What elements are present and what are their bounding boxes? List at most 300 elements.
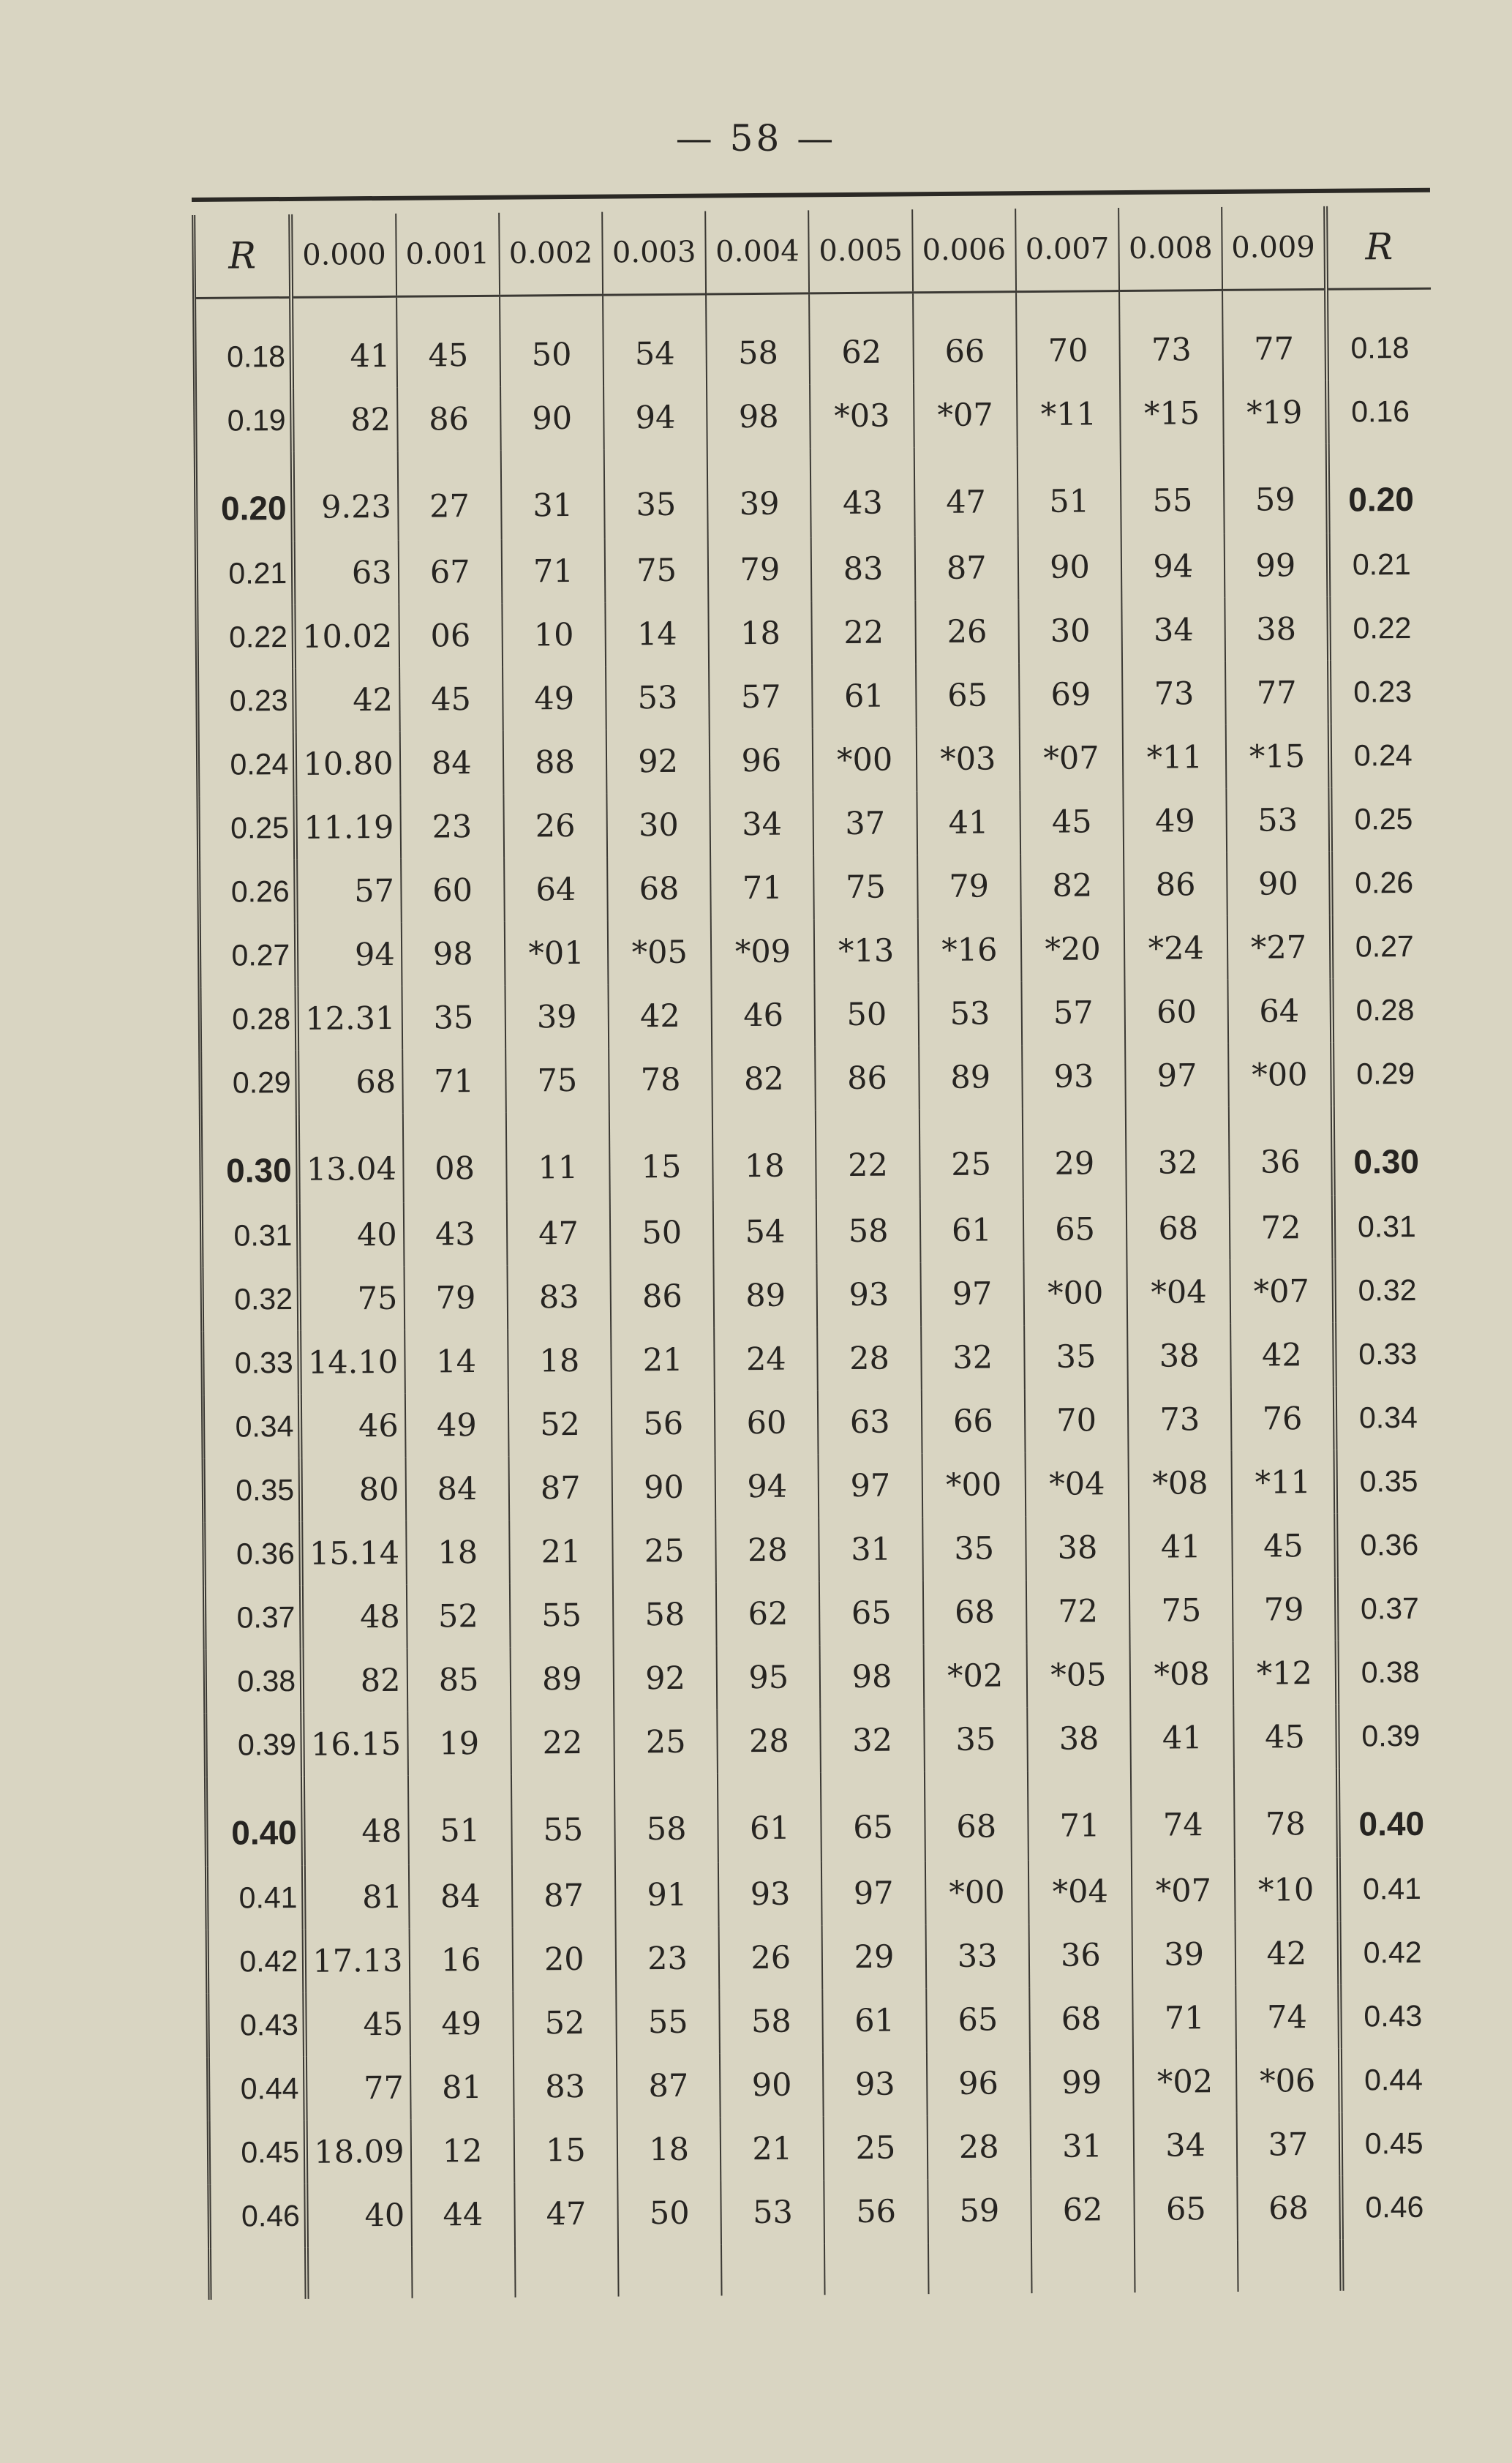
table-cell: 28 bbox=[927, 2115, 1031, 2179]
row-label-right: 0.27 bbox=[1331, 915, 1436, 979]
table-row bbox=[205, 1641, 1442, 1714]
table-cell: 43 bbox=[403, 1202, 507, 1267]
table-cell: *27 bbox=[1227, 915, 1331, 980]
row-label-right: 0.20 bbox=[1327, 443, 1432, 533]
header-column-0.007: 0.007 bbox=[1015, 208, 1119, 292]
table-cell: *04 bbox=[1028, 1859, 1132, 1924]
row-label-right: 0.34 bbox=[1334, 1386, 1440, 1450]
row-label-right: 0.37 bbox=[1336, 1577, 1441, 1641]
table-row bbox=[206, 1768, 1443, 1867]
table-cell: *00 bbox=[1023, 1261, 1127, 1325]
table-cell: *05 bbox=[608, 920, 712, 984]
table-cell: 83 bbox=[811, 536, 915, 601]
table-cell: 11.19 bbox=[296, 795, 401, 860]
table-cell: 50 bbox=[500, 295, 603, 387]
table-cell: *16 bbox=[917, 918, 1021, 982]
table-row bbox=[204, 1513, 1441, 1586]
table-row bbox=[208, 2112, 1445, 2185]
table-cell: *02 bbox=[923, 1643, 1027, 1708]
table-cell: *24 bbox=[1124, 916, 1228, 981]
row-label-right: 0.21 bbox=[1328, 533, 1433, 597]
table-cell: 58 bbox=[706, 293, 810, 386]
table-cell: 41 bbox=[917, 790, 1020, 855]
numeric-table bbox=[192, 206, 1446, 2300]
table-cell: 47 bbox=[914, 446, 1018, 536]
table-cell: 15 bbox=[514, 2118, 617, 2183]
table-cell: 41 bbox=[291, 296, 396, 389]
row-label-left: 0.39 bbox=[206, 1713, 303, 1777]
table-cell: 32 bbox=[1126, 1107, 1230, 1197]
table-cell: 55 bbox=[616, 1990, 720, 2054]
table-cell: 82 bbox=[292, 388, 397, 452]
table-cell: 90 bbox=[612, 1455, 716, 1519]
table-cell: 54 bbox=[603, 294, 707, 386]
row-label-right: 0.42 bbox=[1339, 1921, 1444, 1985]
row-label-right: 0.22 bbox=[1328, 596, 1434, 661]
table-cell: 45 bbox=[399, 667, 503, 732]
header-column-0.004: 0.004 bbox=[705, 210, 809, 294]
table-cell: 46 bbox=[712, 983, 816, 1047]
table-row bbox=[198, 787, 1435, 861]
row-label-left: 0.24 bbox=[198, 732, 295, 797]
row-label-left: 0.28 bbox=[200, 987, 297, 1051]
table-cell: 25 bbox=[612, 1518, 716, 1583]
table-cell: 31 bbox=[501, 450, 605, 540]
table-cell: 62 bbox=[716, 1581, 820, 1646]
row-label-left: 0.34 bbox=[203, 1395, 300, 1459]
empty-cell bbox=[1238, 2240, 1342, 2292]
table-cell: 35 bbox=[922, 1516, 1026, 1581]
table-cell: 16 bbox=[409, 1928, 513, 1992]
empty-cell bbox=[210, 2248, 307, 2300]
table-cell: 23 bbox=[616, 1926, 720, 1990]
table-cell: 26 bbox=[503, 794, 607, 858]
table-cell: 76 bbox=[1231, 1387, 1335, 1451]
table-cell: 63 bbox=[818, 1390, 922, 1454]
header-column-0.006: 0.006 bbox=[912, 209, 1016, 293]
table-row bbox=[195, 380, 1432, 453]
table-cell: 25 bbox=[919, 1109, 1023, 1199]
table-cell: 57 bbox=[709, 664, 813, 729]
table-cell: 22 bbox=[511, 1711, 614, 1775]
table-cell: 93 bbox=[718, 1862, 822, 1926]
table-row bbox=[209, 2175, 1446, 2249]
table-cell: 41 bbox=[1130, 1706, 1234, 1770]
table-row bbox=[203, 1386, 1440, 1459]
table-cell: 39 bbox=[707, 448, 811, 538]
table-cell: 86 bbox=[610, 1264, 714, 1328]
table-cell: *20 bbox=[1021, 917, 1125, 981]
table-cell: 65 bbox=[819, 1581, 923, 1645]
table-cell: 45 bbox=[1020, 790, 1124, 854]
table-cell: 50 bbox=[815, 982, 919, 1046]
table-cell: 21 bbox=[611, 1327, 715, 1392]
table-cell: 47 bbox=[507, 1201, 611, 1266]
table-cell: 62 bbox=[809, 293, 913, 385]
table-cell: 15.14 bbox=[301, 1521, 406, 1586]
table-cell: 42 bbox=[294, 668, 399, 732]
table-cell: 66 bbox=[921, 1389, 1025, 1453]
table-cell: 45 bbox=[396, 296, 500, 388]
row-label-right: 0.33 bbox=[1334, 1322, 1440, 1387]
table-cell: 71 bbox=[1132, 1986, 1236, 2050]
row-label-right: 0.16 bbox=[1327, 380, 1432, 444]
table-cell: 68 bbox=[297, 1050, 402, 1114]
table-cell: 28 bbox=[717, 1709, 821, 1773]
table-cell: 57 bbox=[296, 859, 401, 923]
header-column-0.001: 0.001 bbox=[396, 213, 500, 297]
table-cell: 56 bbox=[824, 2179, 928, 2243]
table-cell: 68 bbox=[923, 1580, 1027, 1644]
table-cell: 79 bbox=[404, 1266, 508, 1330]
table-cell: 34 bbox=[710, 792, 814, 856]
table-cell: 17.13 bbox=[304, 1929, 410, 1993]
table-cell: 53 bbox=[1227, 788, 1331, 852]
table-cell: 97 bbox=[819, 1453, 922, 1518]
table-cell: 88 bbox=[503, 730, 607, 795]
header-column-0.005: 0.005 bbox=[809, 209, 913, 293]
table-cell: 55 bbox=[1121, 445, 1225, 535]
table-cell: 29 bbox=[1023, 1108, 1127, 1198]
table-cell: *00 bbox=[925, 1860, 1029, 1924]
table-cell: 71 bbox=[710, 855, 814, 920]
table-cell: 65 bbox=[916, 663, 1020, 727]
table-cell: 28 bbox=[818, 1326, 922, 1390]
empty-cell bbox=[1031, 2241, 1135, 2293]
table-cell: 18 bbox=[406, 1521, 510, 1585]
table-cell: 86 bbox=[1124, 852, 1227, 917]
row-label-left: 0.23 bbox=[198, 669, 295, 733]
row-label-left: 0.37 bbox=[204, 1586, 301, 1650]
table-cell: 12.31 bbox=[297, 986, 402, 1051]
table-row bbox=[208, 2048, 1445, 2121]
row-label-right: 0.28 bbox=[1331, 978, 1437, 1043]
table-cell: 59 bbox=[1224, 444, 1328, 534]
table-cell: 77 bbox=[1225, 661, 1329, 725]
table-row bbox=[197, 596, 1434, 670]
table-cell: 67 bbox=[398, 540, 502, 604]
table-frame bbox=[192, 188, 1447, 2300]
row-label-right: 0.40 bbox=[1337, 1768, 1443, 1858]
table-row bbox=[208, 1984, 1445, 2058]
table-cell: *11 bbox=[1123, 725, 1227, 790]
row-label-left: 0.19 bbox=[195, 389, 293, 453]
table-cell: 95 bbox=[717, 1645, 821, 1709]
table-cell: 50 bbox=[610, 1200, 714, 1264]
table-cell: 91 bbox=[615, 1862, 719, 1927]
table-cell: *05 bbox=[1026, 1643, 1130, 1707]
table-cell: 08 bbox=[402, 1113, 506, 1203]
table-cell: *07 bbox=[1230, 1259, 1334, 1324]
row-label-right: 0.38 bbox=[1336, 1641, 1442, 1705]
table-cell: 97 bbox=[1125, 1043, 1229, 1108]
table-cell: 65 bbox=[1023, 1197, 1127, 1262]
table-cell: *15 bbox=[1226, 724, 1330, 789]
table-cell: 84 bbox=[405, 1457, 509, 1521]
table-cell: 79 bbox=[917, 854, 1021, 918]
table-cell: 77 bbox=[1222, 289, 1326, 381]
table-row bbox=[204, 1577, 1441, 1650]
table-cell: 64 bbox=[1228, 979, 1332, 1043]
table-cell: *15 bbox=[1120, 381, 1224, 446]
table-cell: 61 bbox=[718, 1772, 821, 1862]
empty-cell bbox=[515, 2246, 619, 2298]
table-cell: 87 bbox=[512, 1864, 616, 1928]
table-cell: 48 bbox=[303, 1776, 408, 1866]
table-row bbox=[202, 1259, 1439, 1332]
empty-cell bbox=[306, 2247, 412, 2299]
table-cell: 18 bbox=[709, 601, 813, 665]
table-cell: 35 bbox=[604, 449, 708, 539]
table-cell: 87 bbox=[914, 536, 1018, 600]
table-cell: 75 bbox=[1129, 1578, 1233, 1643]
table-cell: 39 bbox=[1132, 1922, 1236, 1987]
table-cell: 89 bbox=[714, 1263, 818, 1327]
table-cell: 64 bbox=[504, 858, 608, 922]
table-cell: 48 bbox=[301, 1585, 407, 1649]
row-label-right: 0.30 bbox=[1332, 1106, 1437, 1196]
table-bottom-space bbox=[210, 2239, 1447, 2300]
table-cell: 89 bbox=[510, 1647, 614, 1712]
table-cell: 25 bbox=[614, 1709, 718, 1774]
table-cell: 60 bbox=[715, 1390, 819, 1455]
table-cell: 99 bbox=[1030, 2050, 1134, 2115]
row-label-right: 0.18 bbox=[1326, 288, 1432, 380]
row-label-right: 0.35 bbox=[1335, 1450, 1440, 1514]
table-cell: 61 bbox=[812, 664, 916, 728]
table-cell: 26 bbox=[719, 1925, 823, 1990]
table-cell: *03 bbox=[916, 727, 1020, 791]
header-column-0.009: 0.009 bbox=[1222, 206, 1325, 290]
row-label-left: 0.44 bbox=[208, 2057, 305, 2121]
table-cell: 25 bbox=[824, 2115, 928, 2180]
table-row bbox=[206, 1857, 1443, 1930]
table-cell: 36 bbox=[1229, 1106, 1333, 1196]
row-label-left: 0.29 bbox=[200, 1051, 298, 1115]
table-cell: 30 bbox=[1018, 599, 1122, 663]
table-cell: 57 bbox=[1021, 981, 1125, 1045]
table-cell: 84 bbox=[408, 1864, 512, 1929]
row-label-right: 0.44 bbox=[1339, 2048, 1445, 2113]
table-cell: 82 bbox=[1020, 853, 1124, 918]
table-row bbox=[199, 851, 1436, 924]
table-cell: *07 bbox=[914, 383, 1018, 447]
table-cell: 63 bbox=[293, 541, 399, 605]
table-cell: *00 bbox=[922, 1452, 1026, 1517]
row-label-left: 0.41 bbox=[206, 1866, 304, 1930]
table-cell: 16.15 bbox=[302, 1712, 407, 1777]
table-cell: 51 bbox=[408, 1775, 512, 1865]
table-cell: 45 bbox=[1234, 1705, 1338, 1769]
row-label-right: 0.32 bbox=[1334, 1259, 1439, 1323]
table-row bbox=[198, 724, 1434, 797]
table-cell: 69 bbox=[1019, 662, 1123, 727]
table-row bbox=[198, 660, 1434, 733]
table-cell: 71 bbox=[501, 539, 605, 604]
table-cell: 18 bbox=[617, 2117, 721, 2181]
row-label-right: 0.23 bbox=[1329, 660, 1434, 724]
table-cell: 61 bbox=[823, 1988, 927, 2052]
row-label-right: 0.46 bbox=[1341, 2175, 1446, 2240]
row-label-left: 0.20 bbox=[195, 452, 293, 542]
row-label-right: 0.24 bbox=[1329, 724, 1434, 788]
table-cell: 99 bbox=[1225, 533, 1328, 598]
table-cell: 98 bbox=[707, 384, 810, 449]
table-cell: 98 bbox=[401, 922, 505, 986]
table-cell: 93 bbox=[817, 1262, 921, 1327]
table-cell: 50 bbox=[617, 2181, 721, 2245]
row-label-left: 0.35 bbox=[203, 1458, 301, 1523]
table-cell: 38 bbox=[1127, 1324, 1231, 1388]
table-cell: 58 bbox=[719, 1989, 823, 2053]
table-cell: 96 bbox=[927, 2051, 1031, 2115]
table-cell: 34 bbox=[1134, 2113, 1238, 2178]
table-cell: 72 bbox=[1230, 1196, 1334, 1260]
table-cell: 23 bbox=[400, 795, 504, 859]
row-label-left: 0.25 bbox=[198, 796, 296, 861]
table-cell: 83 bbox=[514, 2055, 617, 2119]
table-cell: 73 bbox=[1119, 290, 1223, 382]
row-label-left: 0.38 bbox=[205, 1649, 302, 1714]
table-cell: 73 bbox=[1122, 661, 1226, 726]
table-cell: 36 bbox=[1028, 1923, 1132, 1987]
header-r-label: R bbox=[194, 214, 292, 299]
table-header bbox=[194, 206, 1431, 299]
table-cell: 59 bbox=[928, 2178, 1031, 2243]
table-cell: 20 bbox=[512, 1927, 616, 1992]
table-cell: 38 bbox=[1026, 1515, 1129, 1580]
table-cell: 12 bbox=[410, 2119, 514, 2183]
table-cell: 86 bbox=[397, 387, 501, 451]
table-row bbox=[203, 1322, 1440, 1395]
table-cell: 78 bbox=[609, 1047, 712, 1111]
table-cell: 58 bbox=[614, 1773, 718, 1863]
table-cell: *07 bbox=[1132, 1859, 1235, 1923]
table-cell: 55 bbox=[511, 1774, 615, 1864]
table-cell: 65 bbox=[926, 1987, 1030, 2052]
table-cell: 94 bbox=[296, 923, 402, 987]
table-cell: 14 bbox=[605, 601, 709, 666]
table-cell: 22 bbox=[816, 1109, 919, 1199]
table-cell: 37 bbox=[813, 791, 917, 855]
table-cell: 42 bbox=[608, 983, 712, 1048]
row-label-right: 0.25 bbox=[1330, 787, 1435, 852]
table-cell: 97 bbox=[920, 1262, 1024, 1326]
table-cell: 45 bbox=[1232, 1514, 1336, 1578]
row-label-left: 0.31 bbox=[201, 1204, 298, 1268]
table-cell: 42 bbox=[1235, 1922, 1339, 1986]
table-cell: *11 bbox=[1232, 1450, 1336, 1515]
table-cell: 87 bbox=[508, 1456, 612, 1521]
table-cell: 77 bbox=[305, 2056, 410, 2121]
table-cell: 56 bbox=[612, 1391, 715, 1455]
table-cell: 78 bbox=[1234, 1769, 1338, 1859]
table-cell: 45 bbox=[304, 1992, 410, 2057]
table-cell: *08 bbox=[1130, 1642, 1234, 1706]
table-row bbox=[201, 1195, 1438, 1268]
table-cell: *02 bbox=[1133, 2050, 1237, 2114]
header-column-0.003: 0.003 bbox=[602, 211, 706, 295]
empty-cell bbox=[721, 2243, 825, 2295]
table-cell: *10 bbox=[1235, 1858, 1339, 1922]
table-row bbox=[199, 915, 1436, 988]
table-cell: 26 bbox=[915, 599, 1019, 664]
table-cell: 74 bbox=[1131, 1769, 1235, 1859]
empty-cell bbox=[1135, 2241, 1238, 2293]
table-cell: 39 bbox=[505, 985, 609, 1049]
table-cell: 52 bbox=[406, 1584, 510, 1649]
table-cell: 72 bbox=[1026, 1579, 1130, 1643]
empty-cell bbox=[824, 2243, 928, 2295]
table-cell: 68 bbox=[607, 856, 711, 921]
table-cell: 71 bbox=[402, 1049, 506, 1114]
table-cell: 29 bbox=[822, 1924, 926, 1989]
table-cell: 51 bbox=[1018, 446, 1121, 536]
table-cell: 27 bbox=[397, 451, 501, 541]
table-cell: 65 bbox=[1134, 2177, 1238, 2241]
table-cell: *03 bbox=[810, 383, 914, 448]
table-cell: 54 bbox=[713, 1199, 817, 1264]
table-cell: *00 bbox=[813, 727, 917, 792]
table-cell: 53 bbox=[606, 665, 710, 730]
row-label-right: 0.31 bbox=[1333, 1195, 1438, 1259]
table-row bbox=[200, 978, 1437, 1051]
row-label-right: 0.45 bbox=[1340, 2112, 1445, 2176]
table-cell: 84 bbox=[399, 731, 503, 795]
table-cell: 31 bbox=[1030, 2114, 1134, 2178]
row-label-right: 0.41 bbox=[1338, 1857, 1443, 1922]
table-row bbox=[203, 1450, 1440, 1523]
row-label-right: 0.43 bbox=[1339, 1984, 1445, 2049]
table-cell: *01 bbox=[505, 921, 609, 986]
row-label-left: 0.36 bbox=[204, 1522, 301, 1586]
table-cell: 18.09 bbox=[306, 2120, 411, 2184]
header-column-0.008: 0.008 bbox=[1118, 207, 1222, 291]
table-cell: 21 bbox=[509, 1520, 613, 1584]
table-cell: 75 bbox=[505, 1049, 609, 1113]
row-label-left: 0.33 bbox=[203, 1331, 300, 1395]
table-cell: *11 bbox=[1017, 382, 1121, 446]
table-cell: 37 bbox=[1237, 2113, 1341, 2177]
table-cell: 90 bbox=[1018, 535, 1122, 599]
table-cell: 49 bbox=[503, 667, 606, 731]
table-cell: 94 bbox=[715, 1454, 819, 1518]
table-cell: 32 bbox=[921, 1325, 1025, 1390]
table-cell: 71 bbox=[1028, 1770, 1132, 1860]
table-cell: *13 bbox=[814, 918, 918, 983]
row-label-left: 0.30 bbox=[200, 1114, 298, 1204]
table-cell: 52 bbox=[513, 1991, 617, 2055]
table-cell: 55 bbox=[510, 1583, 614, 1648]
row-label-left: 0.26 bbox=[199, 860, 296, 924]
table-cell: 10 bbox=[502, 603, 606, 667]
table-cell: 80 bbox=[301, 1458, 406, 1522]
row-label-left: 0.43 bbox=[208, 1993, 305, 2058]
table-cell: 98 bbox=[820, 1644, 924, 1709]
table-cell: 70 bbox=[1016, 291, 1120, 383]
empty-cell bbox=[412, 2246, 516, 2298]
table-cell: 34 bbox=[1121, 598, 1225, 662]
table-cell: 83 bbox=[507, 1265, 611, 1330]
table-cell: 82 bbox=[712, 1046, 816, 1111]
table-cell: 14.10 bbox=[299, 1330, 405, 1395]
table-body bbox=[195, 288, 1447, 2300]
table-cell: 93 bbox=[1022, 1044, 1126, 1109]
table-cell: *00 bbox=[1228, 1043, 1332, 1107]
table-cell: 22 bbox=[812, 600, 916, 664]
empty-cell bbox=[1341, 2239, 1446, 2291]
empty-cell bbox=[928, 2242, 1032, 2294]
